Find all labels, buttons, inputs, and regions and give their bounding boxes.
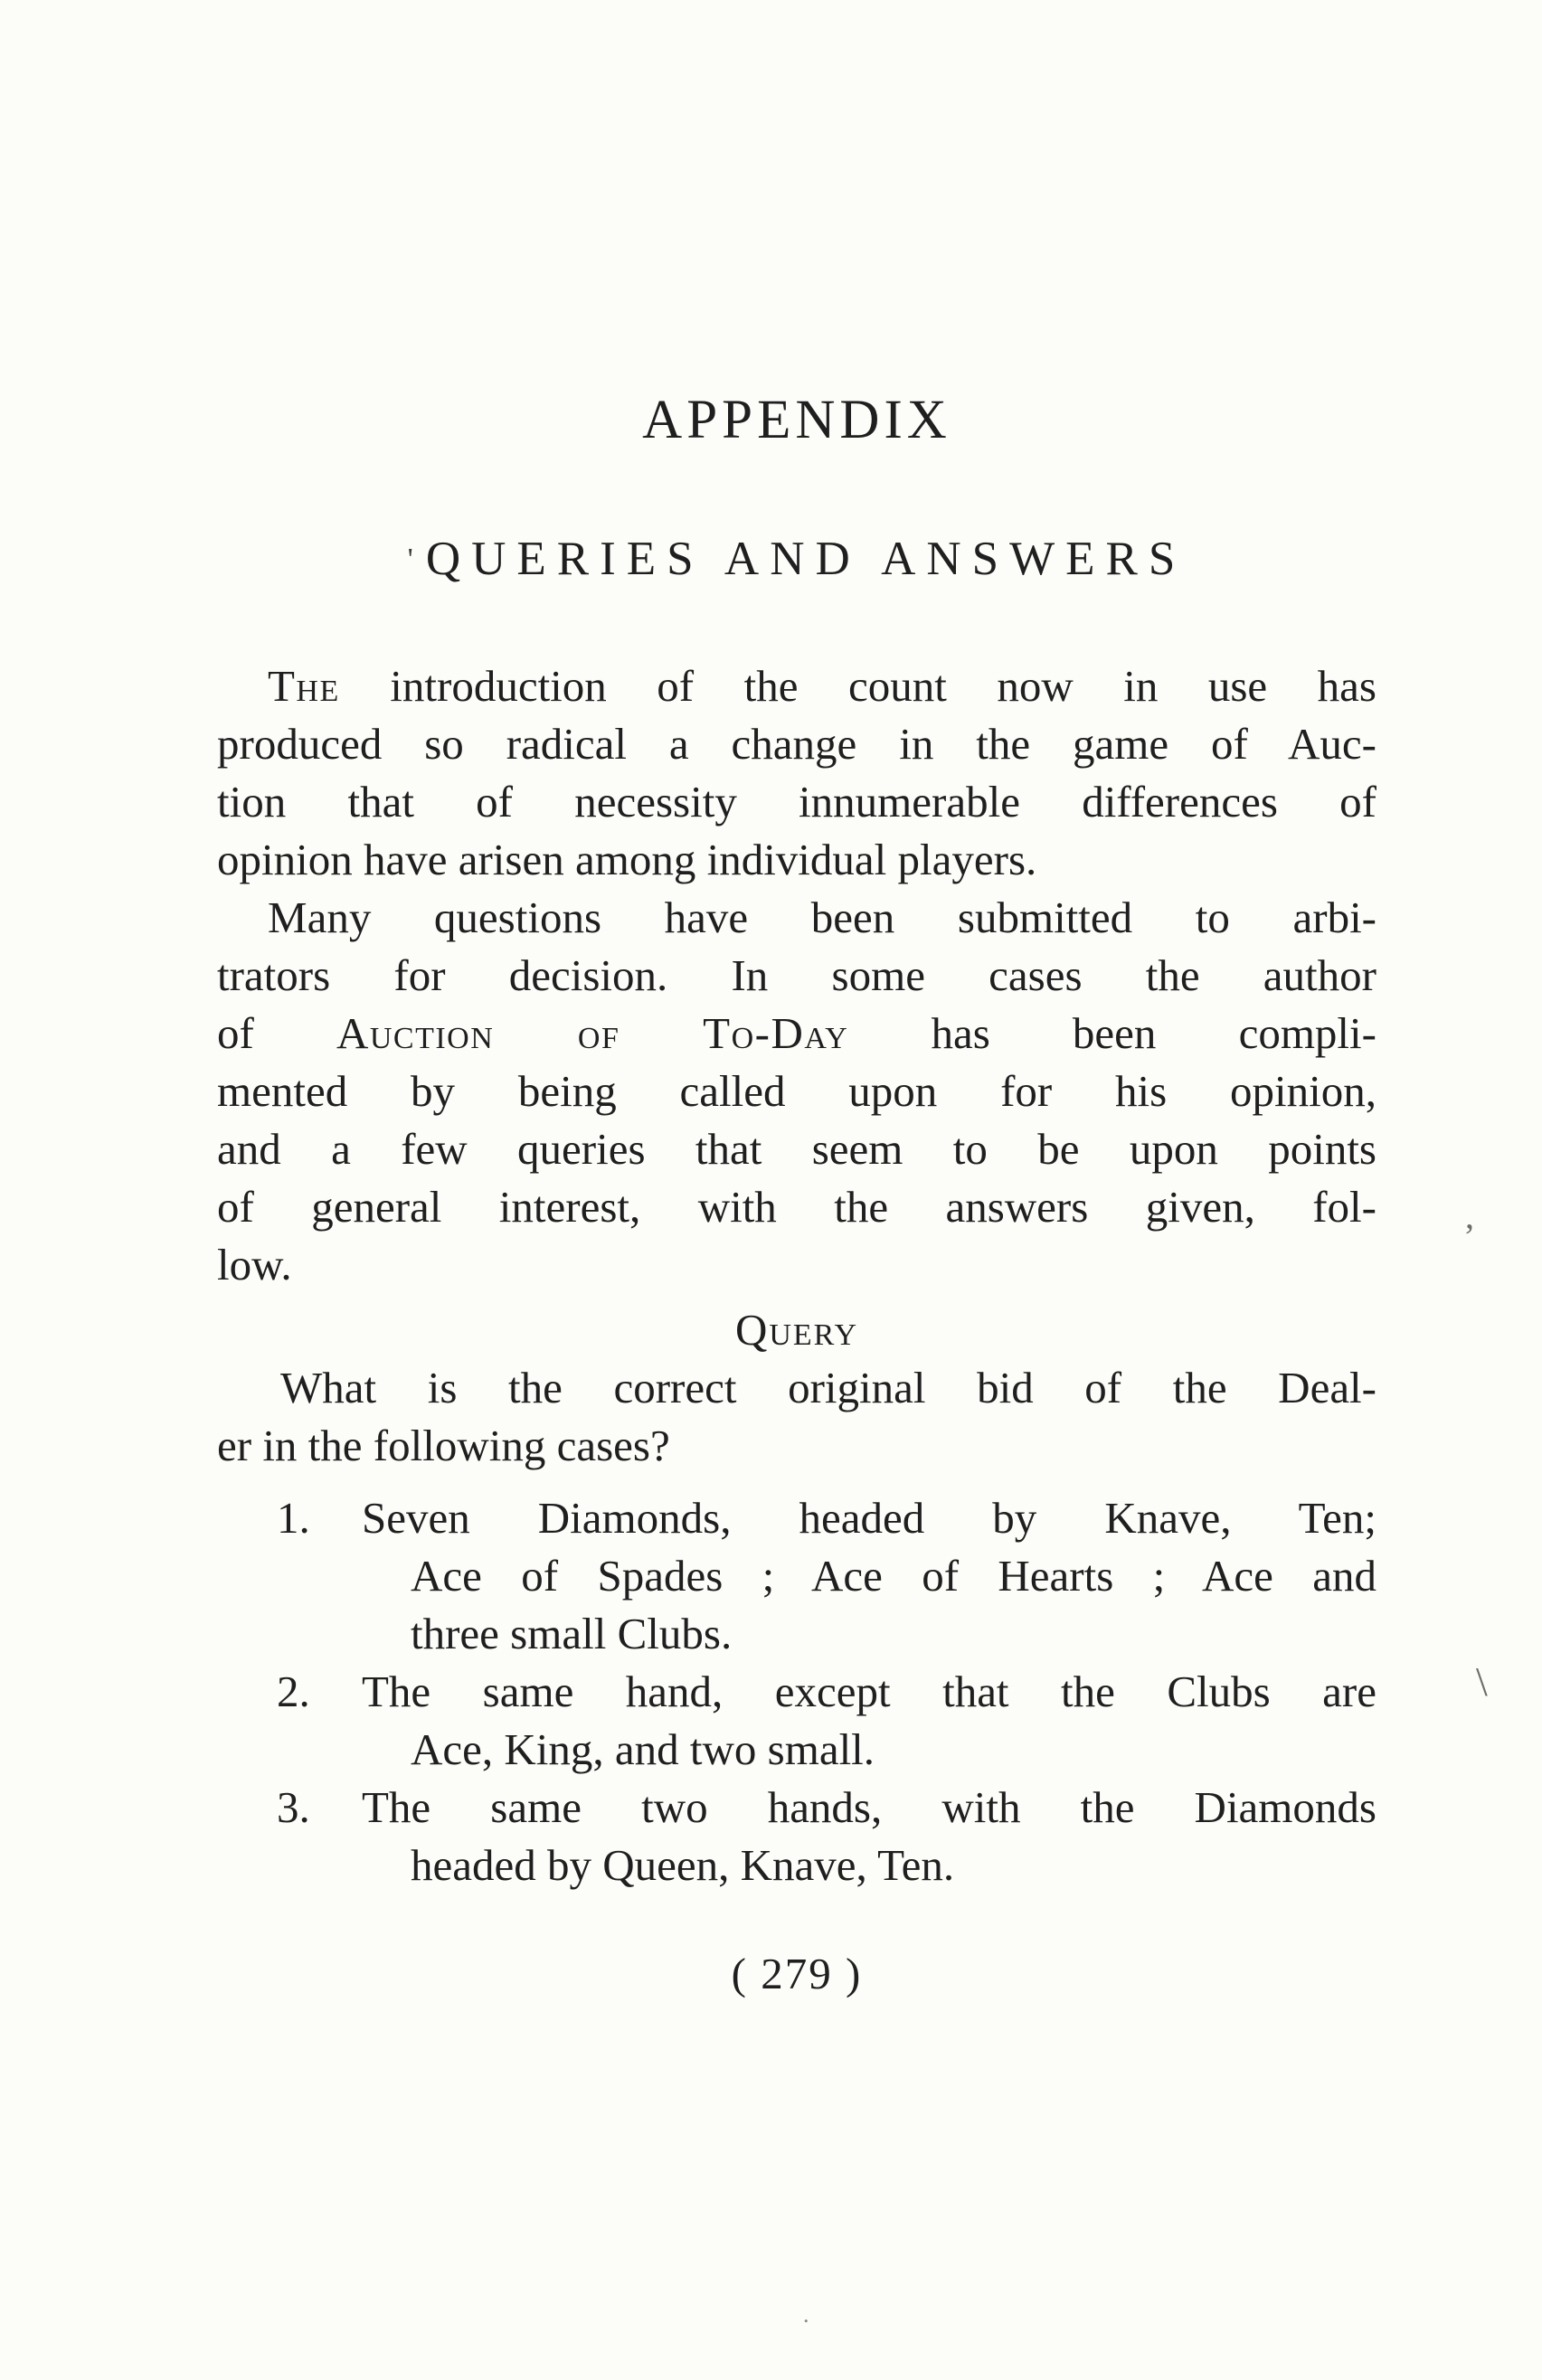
query-list — [217, 1489, 1376, 1894]
lead-word-smallcaps: The — [268, 661, 340, 711]
text-line: three small Clubs. — [411, 1609, 733, 1658]
paragraph-2 — [217, 889, 1376, 1294]
scan-mark-artifact: \ — [1476, 1658, 1488, 1705]
query-heading: Query — [734, 1305, 859, 1355]
text-line: low. — [217, 1240, 292, 1289]
text-run: of — [217, 1008, 336, 1058]
scan-mark-artifact: . — [803, 2301, 809, 2328]
list-item — [217, 1663, 1376, 1779]
text-line: The same two hands, with the Diamonds — [362, 1782, 1376, 1832]
section-heading — [217, 532, 1376, 592]
list-item-text — [362, 1489, 1376, 1663]
list-item-number: 3. — [277, 1782, 310, 1832]
text-line: trators for decision. In some cases the author — [217, 950, 1376, 1000]
text-line: headed by Queen, Knave, Ten. — [411, 1840, 955, 1890]
text-run: has been compli- — [848, 1008, 1376, 1058]
section-heading-text: QUERIES AND ANSWERS — [425, 533, 1187, 585]
book-title-smallcaps: Auction of To-Day — [336, 1008, 849, 1058]
scan-mark-artifact: , — [1465, 1195, 1474, 1236]
text-line: Seven Diamonds, headed by Knave, Ten; — [362, 1493, 1376, 1543]
scan-tick-artifact: ' — [407, 543, 413, 576]
text-line — [217, 657, 1376, 715]
text-line: er in the following cases? — [217, 1421, 670, 1470]
text-run: introduction of the count now in use has — [339, 661, 1376, 711]
query-intro — [217, 1359, 1376, 1475]
text-line: What is the correct original bid of the Deal- — [280, 1363, 1376, 1412]
text-line: Ace of Spades ; Ace of Hearts ; Ace and — [411, 1551, 1376, 1601]
appendix-heading: APPENDIX — [642, 390, 951, 450]
text-line: The same hand, except that the Clubs are — [362, 1667, 1376, 1716]
list-item — [217, 1489, 1376, 1663]
text-line: Ace, King, and two small. — [411, 1724, 875, 1774]
text-line: tion that of necessity innumerable differences of — [217, 777, 1376, 826]
list-item-number: 1. — [277, 1493, 310, 1543]
list-item-text — [362, 1663, 1376, 1779]
page-content — [217, 389, 1376, 2003]
text-line: opinion have arisen among individual players. — [217, 835, 1037, 884]
list-item — [217, 1779, 1376, 1894]
list-item-text — [362, 1779, 1376, 1894]
text-line: of general interest, with the answers given, fol- — [217, 1182, 1376, 1232]
text-line: Many questions have been submitted to arbi- — [268, 892, 1376, 942]
text-line — [217, 1005, 1376, 1062]
text-line: and a few queries that seem to be upon points — [217, 1124, 1376, 1174]
paragraph-1 — [217, 657, 1376, 889]
list-item-number: 2. — [277, 1667, 310, 1716]
page-number: ( 279 ) — [731, 1949, 863, 1998]
text-line: mented by being called upon for his opinion, — [217, 1066, 1376, 1116]
text-line: produced so radical a change in the game of Auc- — [217, 719, 1376, 769]
